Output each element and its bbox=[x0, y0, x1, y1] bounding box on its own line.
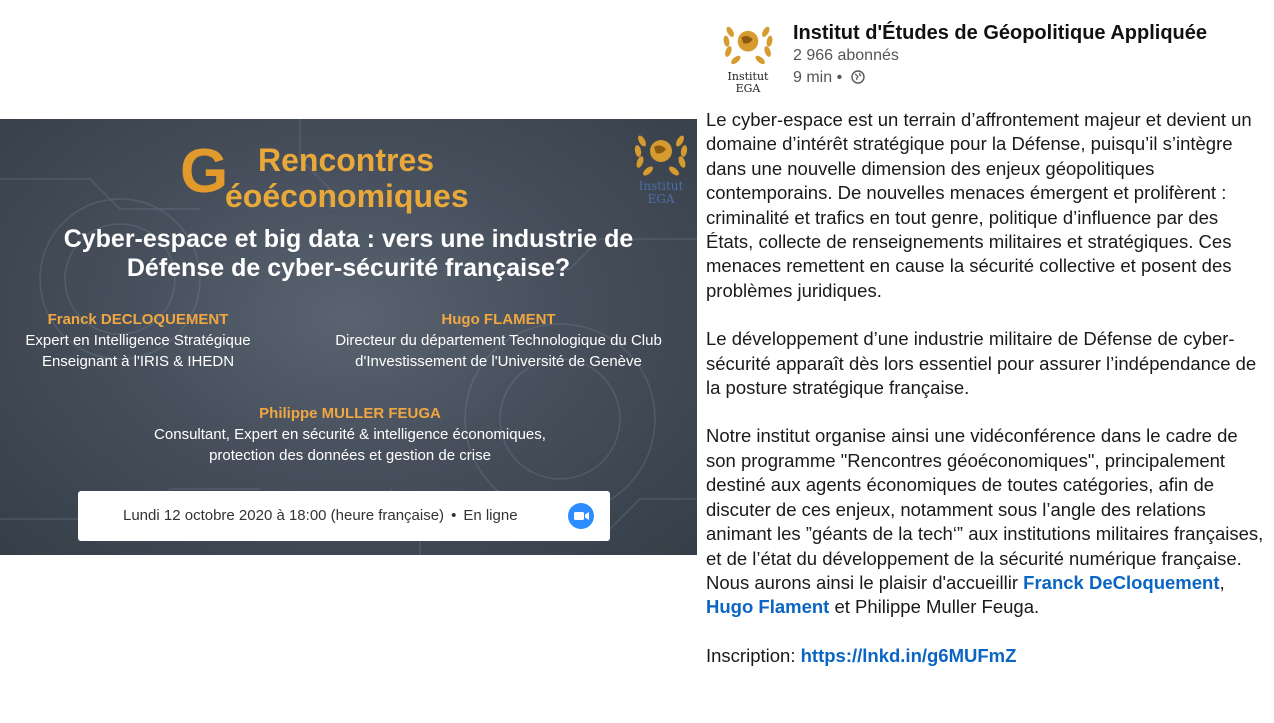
speaker-name: Franck DECLOQUEMENT bbox=[47, 311, 229, 328]
speaker-role: Expert en Intelligence Stratégique bbox=[25, 332, 251, 349]
event-banner-image[interactable] bbox=[0, 119, 697, 555]
laurel-globe-icon bbox=[630, 129, 692, 179]
mentions-prefix: Nous aurons ainsi le plaisir d'accueillir bbox=[706, 571, 1019, 593]
follower-count: 2 966 abonnés bbox=[793, 47, 899, 64]
title-line-1: Rencontres bbox=[258, 142, 435, 178]
logo-caption-line: Institut bbox=[727, 70, 769, 83]
event-info-bar bbox=[78, 491, 610, 541]
author-name[interactable]: Institut d'Études de Géopolitique Appliquée bbox=[793, 22, 1208, 44]
mentions-suffix: et Philippe Muller Feuga. bbox=[834, 596, 1040, 618]
event-info-text bbox=[123, 507, 518, 524]
post-time: 9 min bbox=[793, 69, 833, 86]
event-headline bbox=[0, 225, 697, 283]
speaker-name: Hugo FLAMENT bbox=[441, 311, 556, 328]
mention-hugo-flament[interactable]: Hugo Flament bbox=[706, 596, 830, 618]
meta-separator: • bbox=[836, 69, 843, 86]
post-meta bbox=[793, 69, 865, 89]
speaker-card bbox=[80, 403, 620, 466]
title-line-2: éoéconomiques bbox=[225, 178, 469, 214]
post-paragraph-mentions bbox=[706, 571, 1268, 620]
zoom-video-icon bbox=[568, 503, 594, 529]
speaker-role: Consultant, Expert en sécurité & intelligence économiques, bbox=[154, 426, 546, 443]
title-letter-g: G bbox=[180, 137, 229, 206]
globe-icon bbox=[851, 70, 865, 89]
post-paragraph: Notre institut organise ainsi une vidéconférence dans le cadre de son programme "Rencontres géoéconomiques", principalement destiné aux agents économiques de toutes catégories, afin de discuter de ces enjeux, notamment sous l’angle des relations animant les ”géants de la tech‘” aux institutions militaires françaises, et de l’état du développement de la sécurité numérique française. bbox=[706, 425, 1264, 569]
event-date: Lundi 12 octobre 2020 à 18:00 (heure française) bbox=[123, 507, 445, 524]
laurel-globe-icon bbox=[719, 20, 777, 68]
banner-institute-logo bbox=[630, 129, 692, 206]
mentions-separator: , bbox=[1219, 571, 1225, 593]
speaker-card bbox=[0, 309, 276, 372]
post-body bbox=[706, 108, 1268, 668]
speaker-role: d'Investissement de l'Université de Genève bbox=[355, 353, 642, 370]
signup-line bbox=[706, 644, 1268, 668]
speaker-role: Directeur du département Technologique du Club bbox=[335, 332, 662, 349]
headline-line-1: Cyber-espace et big data : vers une industrie de bbox=[63, 225, 634, 253]
speaker-role: Enseignant à l'IRIS & IHEDN bbox=[41, 353, 235, 370]
post-paragraph: Le cyber-espace est un terrain d’affrontement majeur et devient un domaine d’intérêt stratégique pour la Défense, puisqu’il s’intègre dans une nouvelle dimension des enjeux géopolitiques contemporains. De nouvelles menaces émergent et prolifèrent : criminalité et trafics en tout genre, politique d’influence par des États, collecte de renseignements militaires et stratégiques. Ces menaces remettent en cause la sécurité collective et posent des problèmes juridiques. bbox=[706, 109, 1252, 301]
logo-caption-line: EGA bbox=[735, 82, 761, 95]
logo-caption bbox=[719, 71, 777, 95]
event-mode: En ligne bbox=[463, 507, 518, 524]
mention-franck-decloquement[interactable]: Franck DeCloquement bbox=[1023, 571, 1220, 593]
event-separator: • bbox=[451, 507, 457, 524]
headline-line-2: Défense de cyber-sécurité française? bbox=[126, 254, 571, 282]
author-logo[interactable] bbox=[719, 20, 777, 95]
post-paragraph: Le développement d’une industrie militaire de Défense de cyber-sécurité apparaît dès lors essentiel pour assurer l’indépendance de la posture stratégique française. bbox=[706, 328, 1257, 399]
banner-logo-caption: Institut EGA bbox=[638, 179, 684, 206]
speaker-card bbox=[300, 309, 697, 372]
speaker-role: protection des données et gestion de crise bbox=[209, 447, 491, 464]
speaker-name: Philippe MULLER FEUGA bbox=[259, 405, 441, 422]
signup-label: Inscription: bbox=[706, 644, 796, 666]
signup-link[interactable]: https://lnkd.in/g6MUFmZ bbox=[800, 644, 1017, 666]
